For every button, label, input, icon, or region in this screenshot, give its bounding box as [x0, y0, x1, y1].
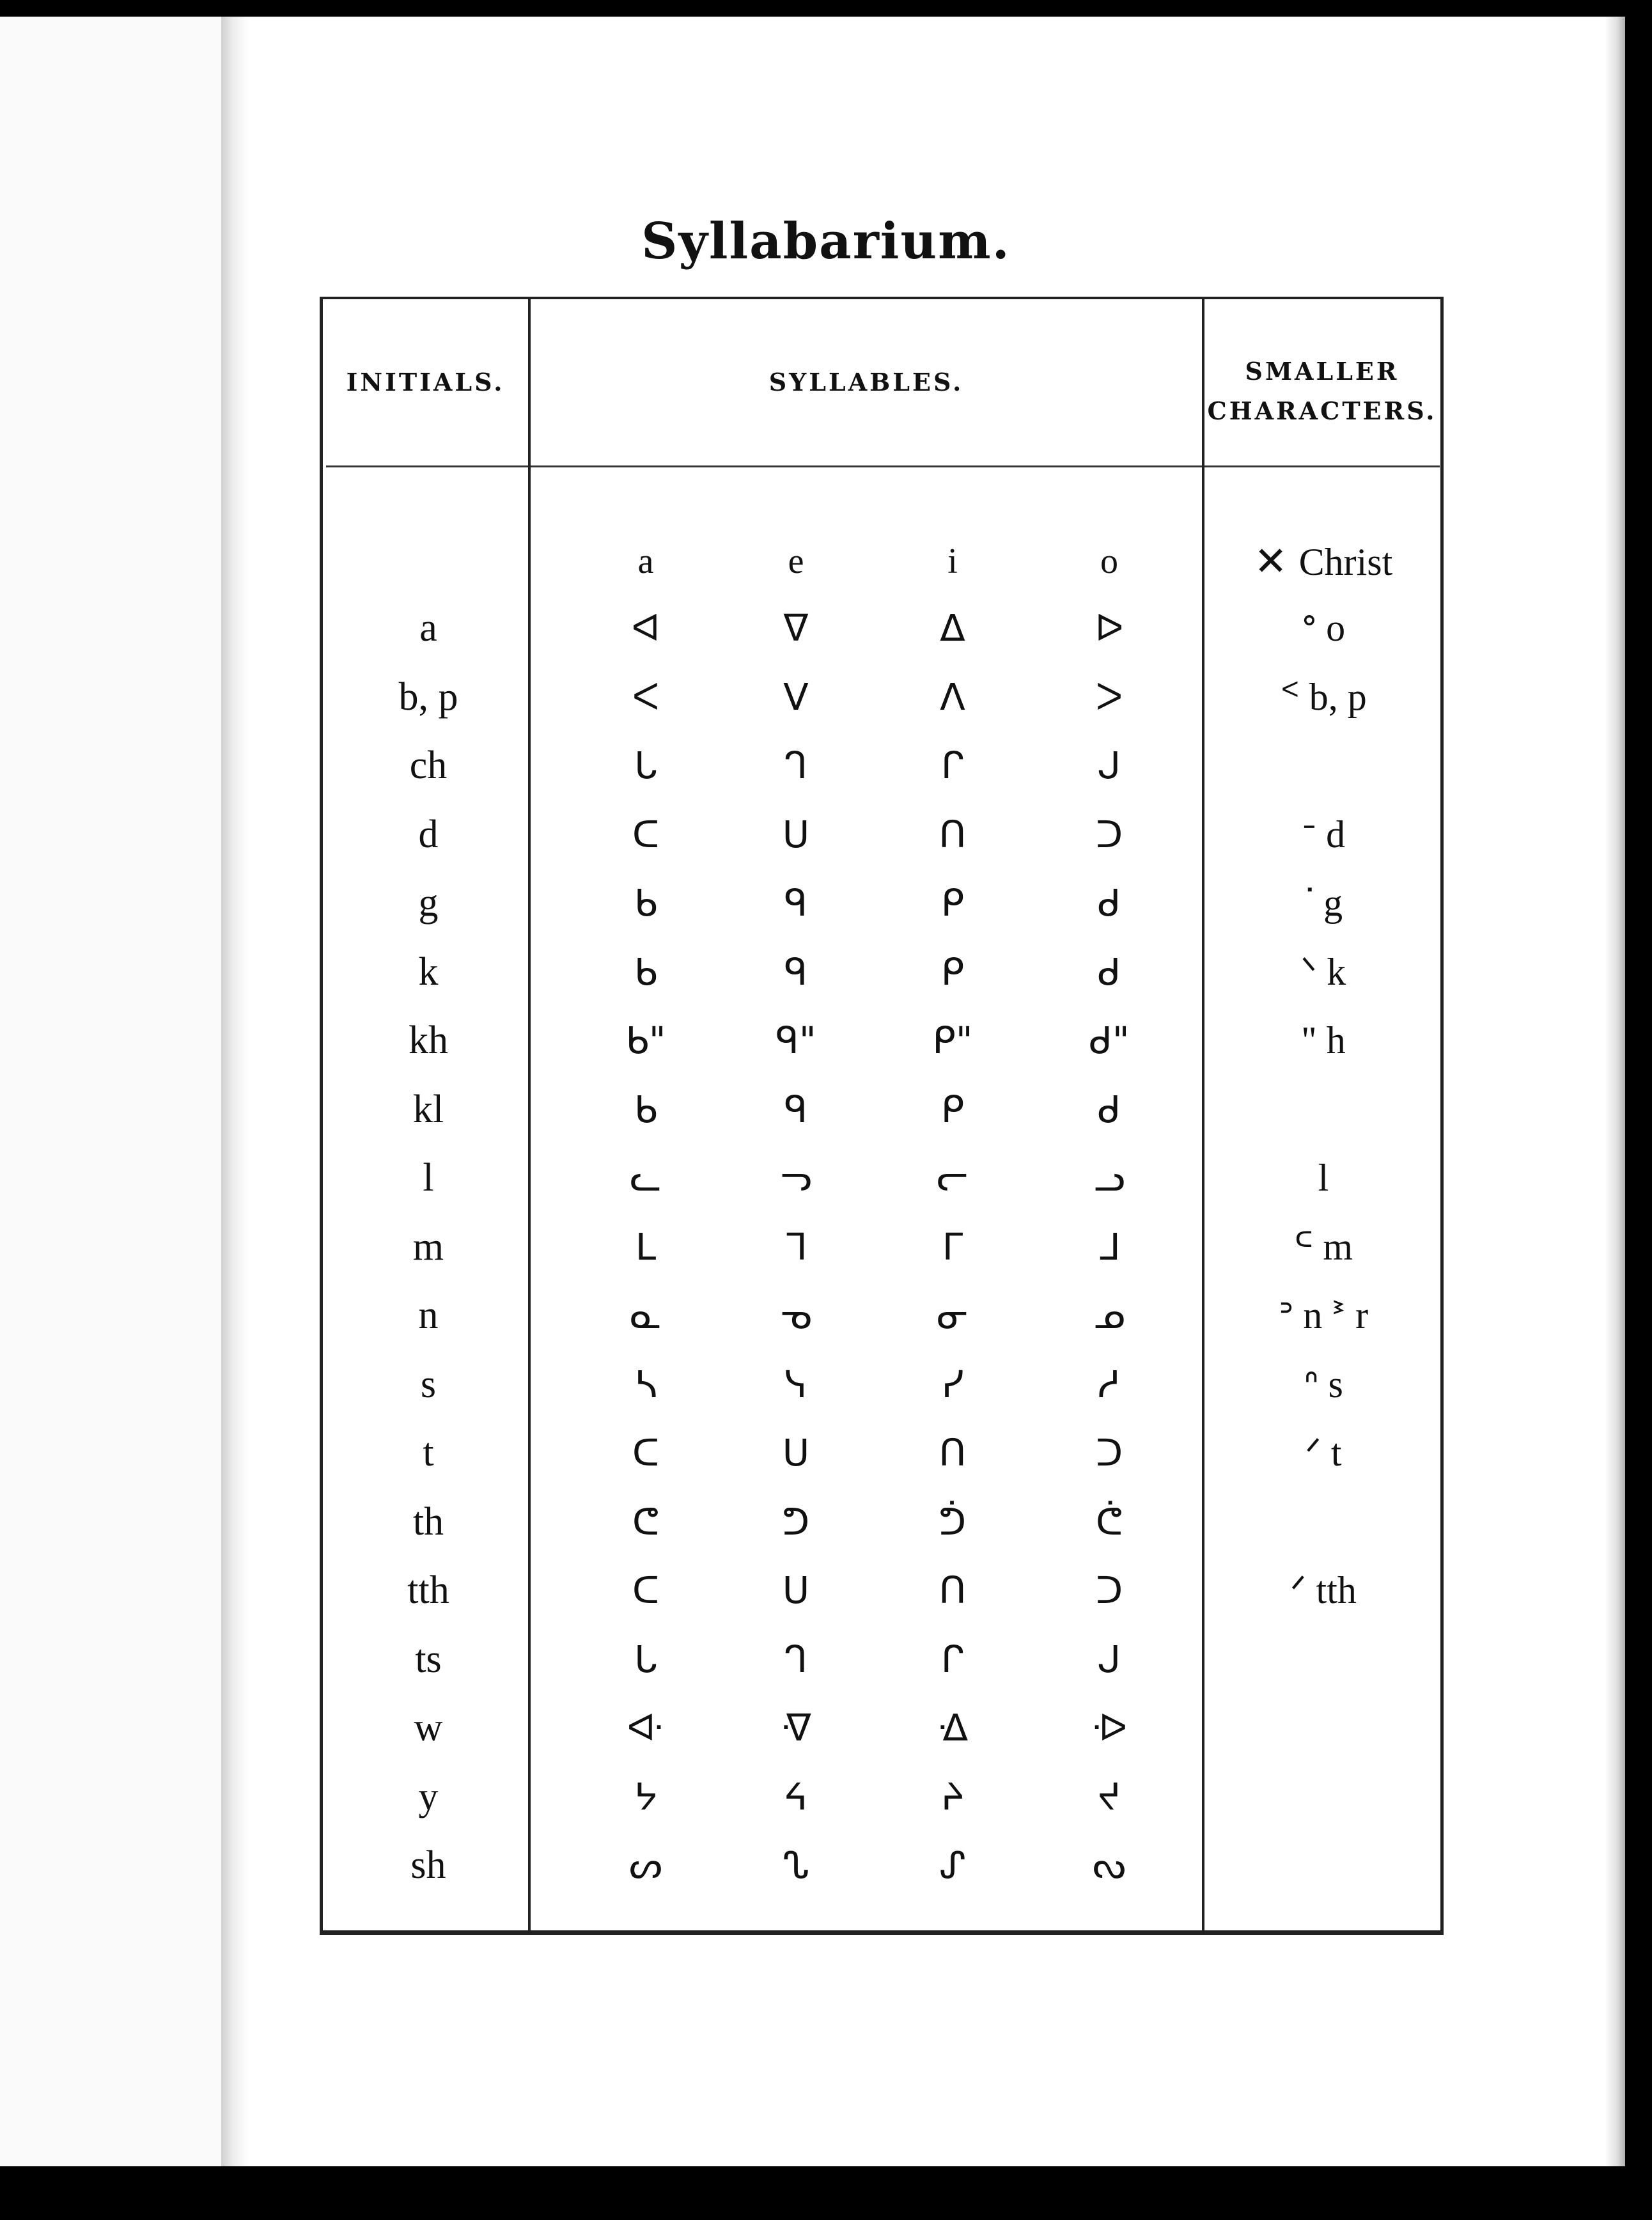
- syllable-7-o: ᑯ: [1097, 1088, 1121, 1131]
- syllable-3-o: ᑐ: [1095, 813, 1123, 856]
- syllable-2-o: ᒍ: [1097, 744, 1121, 787]
- syllable-4-a: ᑲ: [634, 881, 658, 925]
- page-title: Syllabarium.: [641, 212, 1011, 270]
- syllable-3-i: ᑎ: [939, 813, 967, 856]
- initial-12: t: [423, 1431, 434, 1474]
- smaller-character-9: ᒼ m: [1293, 1226, 1353, 1268]
- initial-2: ch: [409, 744, 448, 787]
- vowel-e: e: [788, 542, 804, 581]
- syllable-0-i: ᐃ: [940, 606, 965, 650]
- column-divider-initials: [528, 297, 531, 1935]
- syllable-12-o: ᑐ: [1095, 1431, 1123, 1474]
- syllable-13-o: ᕧ: [1095, 1500, 1123, 1544]
- syllable-1-i: ᐱ: [940, 675, 965, 719]
- syllable-4-i: ᑭ: [940, 881, 965, 925]
- header-rule-syllables: [531, 465, 1202, 467]
- initial-11: s: [420, 1363, 437, 1406]
- smaller-character-10: ᐣ n ᕑ r: [1278, 1294, 1369, 1336]
- syllable-0-e: ᐁ: [783, 606, 809, 650]
- initial-6: kh: [409, 1019, 448, 1062]
- syllable-6-i: ᑭ": [932, 1019, 973, 1062]
- initial-7: kl: [412, 1088, 444, 1131]
- initial-1: b, p: [398, 675, 458, 719]
- syllable-11-i: ᓯ: [941, 1363, 964, 1406]
- initial-5: k: [418, 950, 439, 994]
- syllable-16-a: ᐘ: [627, 1706, 665, 1749]
- syllable-13-a: ᕦ: [632, 1500, 660, 1544]
- syllable-10-i: ᓂ: [937, 1294, 969, 1337]
- syllable-6-a: ᑲ": [625, 1019, 666, 1062]
- syllable-5-o: ᑯ: [1097, 950, 1121, 994]
- initial-8: l: [423, 1156, 434, 1200]
- smaller-character-11: ᐢ s: [1304, 1363, 1343, 1405]
- syllable-5-a: ᑲ: [634, 950, 658, 994]
- syllable-18-e: ᔐ: [783, 1843, 809, 1887]
- syllable-9-e: ᒣ: [784, 1225, 807, 1269]
- vowel-i: i: [947, 542, 958, 581]
- christ-label: Christ: [1298, 541, 1393, 583]
- syllable-5-i: ᑭ: [940, 950, 965, 994]
- syllable-0-a: ᐊ: [631, 606, 660, 650]
- smaller-character-5: ᐠ k: [1300, 951, 1346, 993]
- smaller-character-8: l: [1318, 1157, 1329, 1199]
- syllable-15-i: ᒋ: [940, 1638, 965, 1681]
- syllable-12-a: ᑕ: [632, 1431, 660, 1474]
- syllable-15-o: ᒍ: [1097, 1638, 1121, 1681]
- syllable-1-o: ᐳ: [1095, 675, 1123, 719]
- initial-4: g: [418, 881, 439, 925]
- syllable-3-a: ᑕ: [632, 813, 660, 856]
- syllable-12-e: ᑌ: [782, 1431, 810, 1474]
- syllable-7-e: ᑫ: [784, 1088, 808, 1131]
- column-divider-smaller: [1202, 297, 1204, 1935]
- syllable-18-a: ᔕ: [629, 1843, 662, 1887]
- syllable-11-e: ᓭ: [784, 1363, 807, 1406]
- syllable-11-a: ᓴ: [634, 1363, 657, 1406]
- smaller-character-12: ᐟ t: [1305, 1432, 1342, 1474]
- syllable-8-o: ᓗ: [1093, 1156, 1125, 1200]
- syllable-2-i: ᒋ: [940, 744, 965, 787]
- vowel-o: o: [1100, 542, 1118, 581]
- christ-icon: ✕: [1254, 538, 1288, 584]
- syllable-3-e: ᑌ: [782, 813, 810, 856]
- initial-10: n: [418, 1294, 439, 1337]
- initial-17: y: [418, 1775, 439, 1818]
- syllable-10-e: ᓀ: [780, 1294, 812, 1337]
- initial-13: th: [412, 1500, 444, 1544]
- syllable-14-a: ᑕ: [632, 1568, 660, 1612]
- vowel-a: a: [637, 542, 654, 581]
- page-gutter: [221, 17, 249, 2166]
- smaller-character-4: ᐝ g: [1304, 882, 1343, 924]
- syllable-14-i: ᑎ: [939, 1568, 967, 1612]
- syllable-17-i: ᔨ: [940, 1775, 965, 1818]
- facing-page-edge: [0, 17, 221, 2166]
- smaller-character-6: " h: [1301, 1019, 1346, 1061]
- page-right-edge: [1605, 17, 1625, 2166]
- syllable-14-e: ᑌ: [782, 1568, 810, 1612]
- header-smaller-characters: SMALLER CHARACTERS.: [1207, 357, 1437, 425]
- syllable-8-a: ᓚ: [630, 1156, 662, 1200]
- syllable-9-a: ᒪ: [635, 1225, 657, 1269]
- initial-0: a: [419, 606, 437, 650]
- christ-symbol: [1208, 538, 1438, 584]
- syllable-18-i: ᔑ: [939, 1843, 966, 1887]
- syllable-16-o: ᐒ: [1091, 1706, 1128, 1749]
- syllable-17-e: ᔦ: [784, 1775, 808, 1818]
- syllable-4-e: ᑫ: [784, 881, 808, 925]
- syllable-13-i: ᕥ: [939, 1500, 967, 1544]
- smaller-character-1: ᑉ b, p: [1280, 676, 1367, 718]
- header-initials: INITIALS.: [346, 368, 505, 396]
- syllable-17-a: ᔭ: [634, 1775, 658, 1818]
- syllable-6-e: ᑫ": [775, 1019, 816, 1062]
- syllable-8-e: ᓓ: [780, 1156, 812, 1200]
- header-rule-smaller: [1204, 465, 1440, 467]
- syllable-17-o: ᔪ: [1097, 1775, 1121, 1818]
- syllable-16-i: ᐎ: [937, 1706, 969, 1749]
- syllable-11-o: ᓱ: [1098, 1363, 1121, 1406]
- syllable-9-o: ᒧ: [1098, 1225, 1121, 1269]
- initial-16: w: [414, 1706, 443, 1749]
- syllable-2-a: ᒐ: [634, 744, 658, 787]
- initial-15: ts: [415, 1638, 442, 1681]
- syllable-6-o: ᑯ": [1089, 1019, 1130, 1062]
- syllable-2-e: ᒉ: [784, 744, 808, 787]
- syllable-10-o: ᓄ: [1093, 1294, 1125, 1337]
- syllable-7-a: ᑲ: [634, 1088, 658, 1131]
- smaller-character-0: ᐤ o: [1301, 607, 1346, 649]
- syllable-15-e: ᒉ: [784, 1638, 808, 1681]
- syllable-13-e: ᕤ: [782, 1500, 810, 1544]
- initial-9: m: [412, 1225, 444, 1269]
- syllable-10-a: ᓇ: [630, 1294, 662, 1337]
- syllable-14-o: ᑐ: [1095, 1568, 1123, 1612]
- syllable-8-i: ᓕ: [937, 1156, 969, 1200]
- initial-18: sh: [410, 1843, 446, 1887]
- syllable-15-a: ᒐ: [634, 1638, 658, 1681]
- syllable-9-i: ᒥ: [942, 1225, 963, 1269]
- syllable-4-o: ᑯ: [1097, 881, 1121, 925]
- header-rule-initials: [326, 465, 528, 467]
- smaller-character-14: ᐟ tth: [1290, 1569, 1357, 1611]
- syllable-12-i: ᑎ: [939, 1431, 967, 1474]
- syllable-18-o: ᔓ: [1093, 1843, 1126, 1887]
- syllable-0-o: ᐅ: [1095, 606, 1124, 650]
- initial-3: d: [418, 813, 439, 856]
- syllable-1-e: ᐯ: [783, 675, 809, 719]
- syllable-16-e: ᐌ: [780, 1706, 812, 1749]
- initial-14: tth: [407, 1568, 449, 1612]
- syllable-5-e: ᑫ: [784, 950, 808, 994]
- syllable-7-i: ᑭ: [940, 1088, 965, 1131]
- header-syllables: SYLLABLES.: [768, 368, 964, 396]
- smaller-character-3: ᐨ d: [1301, 813, 1346, 856]
- syllable-1-a: ᐸ: [632, 675, 660, 719]
